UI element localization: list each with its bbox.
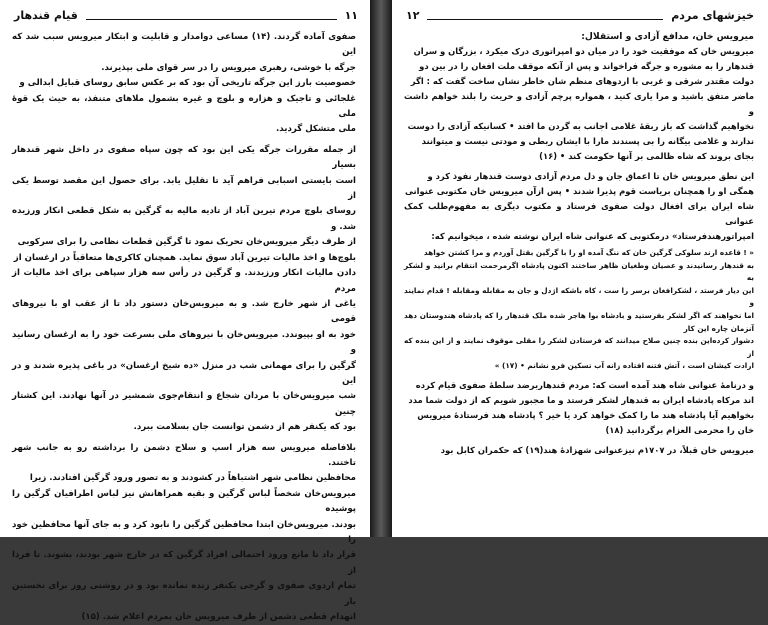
text-line: شب میرویس‌خان با مردان شجاع و انتقام‌جوی شمشیر در آنها نهادند. این کشتار چنین — [12, 391, 356, 417]
text-line: میرویس خان قبلاً، در ۱۷۰۷م نیزعنوانی شهزادهٔ هند(۱۹) که حکمران کابل بود — [440, 444, 754, 455]
right-page-number: ۱۲ — [406, 8, 420, 22]
text-line: خصوصیت بارز این جرگه تاریخی آن بود که بر عکس سابق روسای قبایل ابدالی و — [19, 78, 356, 89]
text-line: این نطق میرویس خان تا اعماق جان و دل مردم آزادی دوست قندهار نفوذ کرد و — [427, 171, 754, 181]
left-page — [0, 0, 370, 623]
text-line: قرار داد تا مانع ورود احتمالی افراد گرگین که در خارج شهر بودند، بشوند. تا فردا از — [12, 550, 356, 576]
text-line: نخواهیم گذاشت که باز ربقهٔ غلامی اجانب به گردن ما افتد • کسانیکه آزادی را دوست — [407, 121, 754, 131]
text-line: از جمله مقررات جرگه یکی این بود که چون سپاه صفوی در داخل شهر قندهار بسیار — [12, 144, 356, 171]
text-line: بود که یکنفر هم از دشمن توانست جان بسلامت ببرد. — [133, 422, 356, 433]
header-rule — [86, 19, 337, 20]
quote-line: ارادت کیشان است ، آتش فتنه افتاده زانه آب تسکین فرو نشانم • (۱۷) » — [494, 361, 754, 371]
left-page-body — [12, 30, 356, 625]
left-page-running-title: قیام قندهار — [14, 8, 78, 22]
text-line: بلافاصله میرویس سه هزار اسپ و سلاح دشمن را برداشته رو به جانب شهر تاختند. — [12, 442, 356, 468]
right-page — [392, 0, 768, 537]
text-line: بودند. میرویس‌خان ابتدا محافظین گرگین را نابود کرد و به جای آنها محافظین خود را — [12, 519, 356, 545]
text-line: میرویس‌خان شخصاً لباس گرگین و بقیه همراهانش نیز لباس اطرافیان گرگین را پوشیده — [12, 488, 356, 515]
text-line: دولت مقتدر شرقی و غربی با اردوهای منظم شان خاطر نشان ساخت گفت که : اگر — [410, 76, 754, 86]
text-line: ملی متشکل گردید. — [276, 124, 356, 135]
text-line: جرگه با خوشی، رهبری میرویس را در سر قوای ملی بپذیرند. — [101, 62, 356, 73]
right-page-body — [404, 24, 754, 458]
text-line: بخواهیم آیا پادشاه هند ما را کمک خواهد کرد یا خیر ؟ پادشاه هند فرستادهٔ میرویس — [417, 409, 754, 420]
left-page-number: ۱۱ — [344, 8, 358, 22]
text-line: قندهار را به مشوره و جرگه فراخواند و پس از آنکه موقف ملت افغان را در بین دو — [419, 61, 754, 71]
text-line: خان را محرمی العزام برگردانید (۱۸) — [605, 424, 754, 435]
book-gutter — [370, 0, 392, 537]
text-line: و درنامهٔ عنوانی شاه هند آمده است که: مردم قندهاربرضد سلطهٔ صفوی قیام کرده — [415, 379, 754, 390]
quote-line: به قندهار رسانیدند و عصیان وطغیان ظاهر ساختند اکنون پادشاه اگرمرحمت انتقام برانید و لشکر به — [404, 260, 754, 283]
text-line: است بایستی اسبابی فراهم آید تا تقلیل یابد. برای حصول این مقصد توسط یکی از — [12, 175, 356, 202]
text-line: غلجائی و تاجیک و هزاره و بلوچ و غیره بشمول ملاهای متنفذ، به حیث یک قوهٔ ملی — [12, 93, 356, 120]
right-page-header — [406, 6, 754, 24]
text-line: ماضر متفق باشید و مرا یاری کنید ، همواره پرچم آزادی و حریت را بلند خواهم داشت و — [404, 91, 754, 116]
quote-line: اما نخواهند که اگر لشکر بفرستید و بادشاه بوا هاجر شده ملک قندهار را که پادشاه هندوستان دهد آنزمان چاره این کار — [404, 310, 754, 333]
quote-line: این دیار فرستد ، لشکرافغان برسر را ست ، کاه باشکه اژدل و جان به مقابله ومقابله ! قدام نمایند و — [404, 285, 754, 308]
text-line: از طرف دیگر میرویس‌خان تحریک نمود تا گرگین قطعات نظامی را برای سرکوبی — [17, 237, 356, 248]
text-line: اند مرکاه پادشاه ایران به قندهار لشکر فرستد و ما مجبور شویم که از دولت شما مدد — [408, 394, 754, 405]
quote-line: دشوار کرده‌این بنده چنین صلاح میدانند که فرستادن لشکر را مقلی موقوف نمایند و از این بنده که از — [404, 336, 754, 358]
text-line: یاغی از شهر خارج شد. و به میرویس‌خان دستور داد تا از عقب او با نیروهای قومی — [12, 298, 356, 325]
left-page-header — [14, 6, 358, 24]
quote-line: « ! قاعده ارند سلوکی گرگین خان که ننگ آمده او را با گرگین بقتل آوردم و مرا کشتن خواهد — [423, 248, 754, 257]
text-line: بلوچ‌ها و اخذ مالیات تیرین آباد سوق نماید. همچنان کاکری‌ها متعاقباً در ارغسان از — [13, 252, 356, 263]
text-line: ندارند و غلامی بیگانه را بی پسندند مارا با ایشان ربطی و مودتی نیست و میتوانند — [421, 136, 754, 146]
text-line: خود به او بپیوندد. میرویس‌خان با نیروهای ملی بسرعت خود را به ارغسان رسانید و — [12, 329, 356, 356]
text-line: امپراتورهندفرستاد» درمکتوبی که عنوانی شاه ایران نوشته شده ، میخوانیم که: — [431, 231, 754, 241]
header-rule — [427, 19, 663, 20]
text-line: بجای بروند که شاه ظالمی بر آنها حکومت کند • (۱۶) — [539, 151, 754, 161]
text-line: گرگین را برای مهمانی شب در منزل «ده شیخ ارغسان» در باغی پذیره شدند و در این — [12, 360, 356, 386]
right-page-running-title: خیزشهای مردم — [671, 8, 754, 22]
text-line: محافظین نظامی شهر اشتباهاً در کشودند و به تصور ورود گرگین افتادند. زیرا — [29, 473, 356, 484]
text-line: انهدام قطعی دشمن از طرف میرویس خان بمردم اعلام شد. (۱۵) — [81, 612, 356, 623]
text-line: شاه ایران برای افغال دولت صفوی فرستاد و مکتوب دیگری به مفهوم‌طلب کمک عنوانی — [404, 201, 754, 226]
text-line: میرویس خان که موفقیت خود را در میان دو امپراتوری درک میکرد ، بزرگان و سران — [413, 46, 754, 56]
text-line: صفوی آماده گردند. (۱۴) مساعی دوامدار و قابلیت و ابتکار میرویس سبب شد که این — [12, 32, 356, 58]
text-line: همگی او را همچنان بریاست قوم پذیرا شدند • پس ازآن میرویس خان مکتوبی عنوانی — [404, 186, 754, 196]
text-line: تمام اردوی صفوی و گرجی یکنفر زنده نمانده بود و در روشنی روز برای نخستین بار — [12, 581, 356, 607]
text-line: روسای بلوچ مردم تیرین آباد از تادیه مالیه به گرگین به شکل قطعی انکار ورزیده شد. و — [12, 206, 356, 232]
text-line: دادن مالیات انکار ورزیدند. و گرگین در رأس سه هزار سپاهی برای اخذ مالیات از مردم — [12, 268, 356, 294]
section-title: میرویس خان، مدافع آزادی و استقلال: — [581, 31, 754, 42]
